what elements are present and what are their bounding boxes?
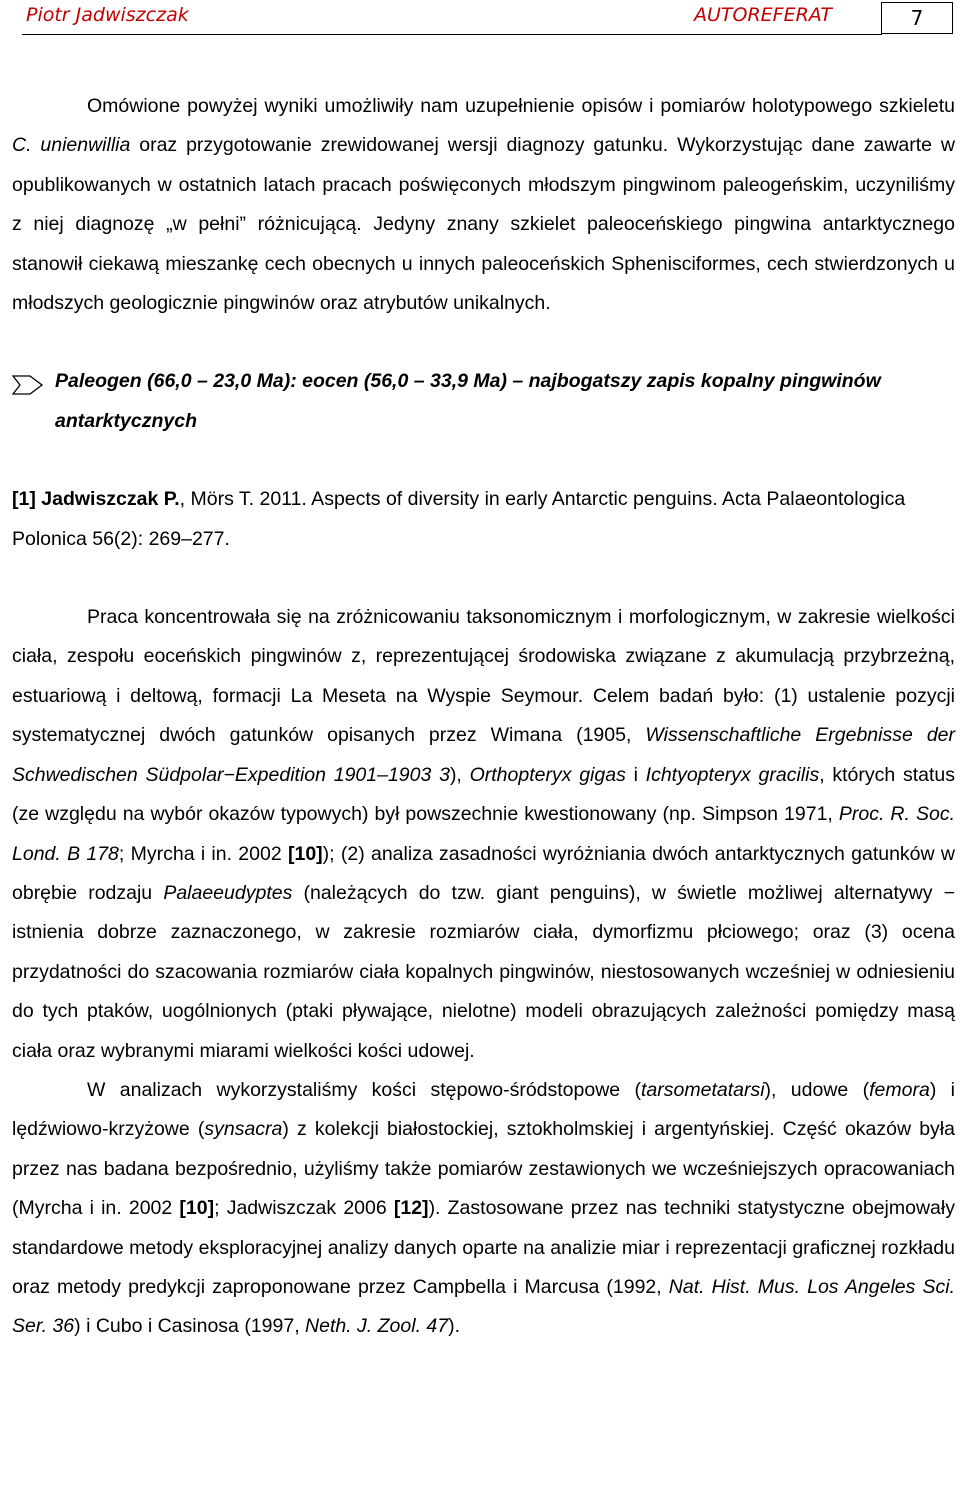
reference-link: [10] [179, 1197, 215, 1220]
taxon-name: Orthopteryx gigas [469, 763, 626, 786]
document-body [12, 87, 955, 1347]
reference-text: , Mörs T. 2011. Aspects of diversity in early Antarctic penguins. Acta Palaeontologica Polonica 56(2): 269–277. [12, 488, 906, 550]
term: tarsometatarsi [641, 1078, 765, 1101]
text-span: ). Zastosowane przez nas techniki statystyczne obejmowały standardowe metody eksploracyjnej analizy danych oparte na analizie miar i reprezentacji graficznej rozkładu oraz metody predykcji zaproponowane przez Campbella i Marcusa (1992, [12, 1197, 955, 1298]
reference-author: Jadwiszczak P. [41, 488, 180, 511]
citation-title: Wissenschaftliche Ergebnisse der Schwedischen Südpolar−Expedition 1901–1903 3 [12, 724, 956, 786]
arrow-bullet-icon [12, 371, 44, 410]
spacer [12, 323, 955, 362]
text-span: ), udowe ( [764, 1078, 870, 1101]
taxon-name: C. unienwillia [12, 134, 131, 157]
text-span: ) i lędźwiowo-krzyżowe ( [12, 1078, 956, 1141]
reference-link: [12] [393, 1197, 429, 1220]
journal-name: Neth. J. Zool. 47 [305, 1315, 449, 1338]
journal-name: Proc. R. Soc. Lond. B 178 [12, 803, 955, 865]
text-span: i [625, 763, 646, 786]
header-author: Piotr Jadwiszczak [26, 4, 189, 26]
text-span: ); (2) analiza zasadności wyróżniania dwóch antarktycznych gatunków w obrębie rodzaju [12, 842, 955, 904]
paragraph-1 [12, 87, 955, 323]
taxon-name: Ichtyopteryx gracilis [645, 763, 820, 786]
text-span: , których status (ze względu na wybór okazów typowych) był powszechnie kwestionowany (np. Simpson 1971, [12, 763, 955, 826]
reference-number: [1] [12, 488, 36, 511]
text-span: Praca koncentrowała się na zróżnicowaniu taksonomicznym i morfologicznym, w zakresie wielkości ciała, zespołu eoceńskich pingwinów z, reprezentującej środowiska związane z akumulacją przybrzeżną, estuariową i deltową, formacji La Meseta na Wyspie Seymour. Celem badań było: (1) ustalenie pozycji systematycznej dwóch gatunków opisanych przez Wimana (1905, [12, 606, 955, 747]
journal-name: Nat. Hist. Mus. Los Angeles Sci. Ser. 36 [12, 1275, 955, 1338]
text-span: Omówione powyżej wyniki umożliwiły nam uzupełnienie opisów i pomiarów holotypowego szkieletu [87, 95, 955, 117]
paragraph-2 [12, 598, 955, 1071]
text-span: (należących do tzw. giant penguins), w świetle możliwej alternatywy − istnienia dobrze zaznaczonego, w zakresie rozmiarów ciała, dymorfizmu płciowego; oraz (3) ocena przydatności do szacowania rozmiarów ciała kopalnych pingwinów, niestosowanych wcześniej w odniesieniu do tych ptaków, uogólnionych (ptaki pływające, nielotne) modeli obrazujących zależności pomiędzy masą ciała oraz wybranymi miarami wielkości kości udowej. [12, 881, 955, 1062]
spacer [12, 559, 955, 598]
text-span: ), [449, 763, 470, 786]
spacer [12, 441, 955, 480]
page-number: 7 [910, 6, 924, 30]
section-heading [12, 362, 955, 441]
reference-entry [12, 480, 955, 559]
section-heading-text: Paleogen (66,0 – 23,0 Ma): eocen (56,0 – 33,9 Ma) – najbogatszy zapis kopalny pingwinów antarktycznych [55, 370, 881, 432]
text-span: ; Jadwiszczak 2006 [214, 1197, 394, 1220]
header-title: AUTOREFERAT [694, 4, 833, 26]
paragraph-3 [12, 1071, 955, 1347]
text-span: ; Myrcha i in. 2002 [118, 842, 288, 865]
header-rule [22, 34, 882, 35]
term: synsacra [204, 1118, 283, 1141]
taxon-name: Palaeeudyptes [163, 881, 293, 904]
text-span: oraz przygotowanie zrewidowanej wersji diagnozy gatunku. Wykorzystując dane zawarte w opublikowanych w ostatnich latach pracach poświęconych młodszym pingwinom paleogeńskim, uczyniliśmy z niej diagnozę „w pełni” różnicującą. Jedyny znany szkielet paleoceńskiego pingwina antarktycznego stanowił ciekawą mieszankę cech obecnych u innych paleoceńskich Sphenisciformes, cech stwierdzonych u młodszych geologicznie pingwinów oraz atrybutów unikalnych. [12, 134, 955, 315]
text-span: ). [448, 1315, 461, 1338]
text-span: ) z kolekcji białostockiej, sztokholmskiej i argentyńskiej. Część okazów była przez nas badana bezpośrednio, użyliśmy także pomiarów zestawionych we wcześniejszych opracowaniach (Myrcha i in. 2002 [12, 1118, 955, 1220]
page-number-box [881, 2, 953, 34]
text-span: W analizach wykorzystaliśmy kości stępowo-śródstopowe ( [87, 1078, 641, 1101]
text-span: ) i Cubo i Casinosa (1997, [74, 1315, 306, 1338]
reference-link: [10] [287, 842, 323, 865]
term: femora [869, 1078, 930, 1101]
page-header [0, 0, 960, 36]
